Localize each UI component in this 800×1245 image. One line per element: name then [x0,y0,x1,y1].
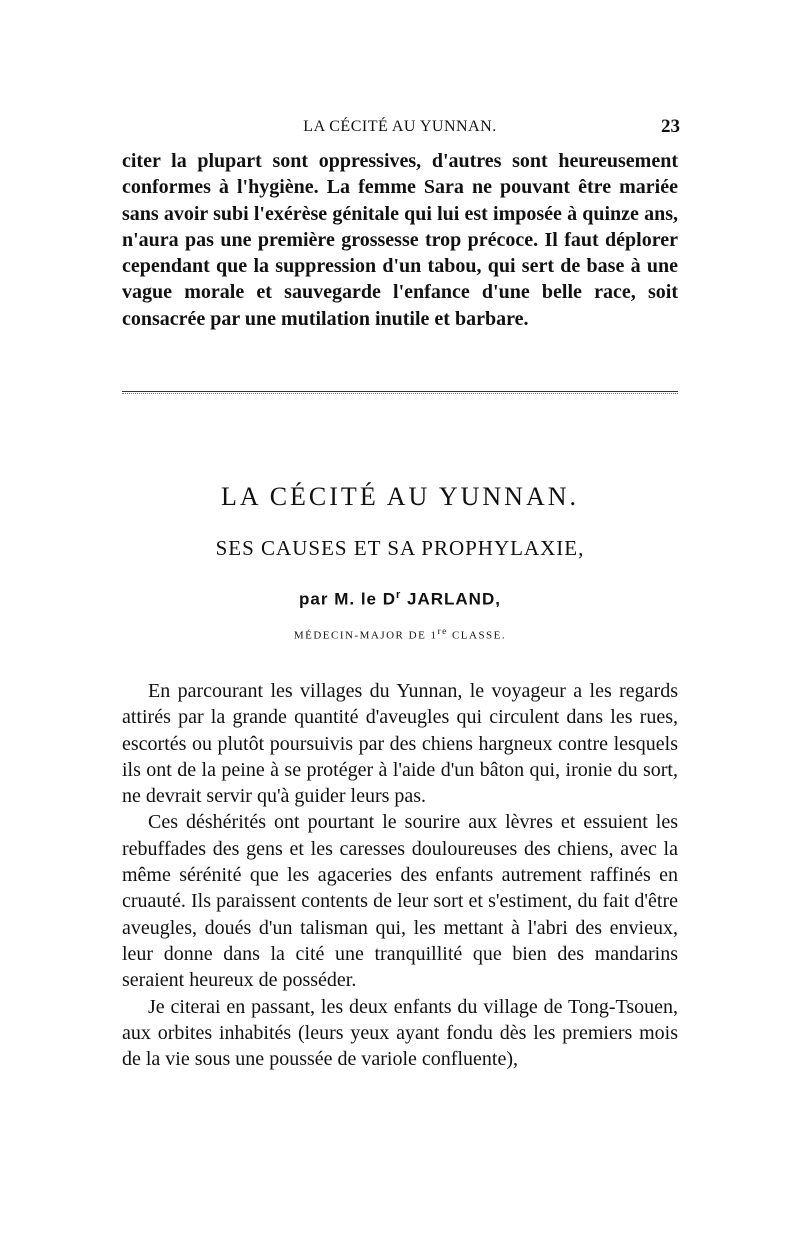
running-header [120,118,680,142]
rank-sup: re [437,626,448,636]
author-byline [0,589,800,610]
article-title: LA CÉCITÉ AU YUNNAN. [220,482,580,511]
article-body [122,678,678,1072]
author-name: JARLAND, [407,589,501,609]
author-prefix: par M. le D [299,589,396,609]
article-subtitle: SES CAUSES ET SA PROPHYLAXIE, [215,536,585,560]
body-paragraph-2: Ces déshérités ont pourtant le sourire aux lèvres et essuient les rebuffades des gens et les caresses douloureuses des chiens, avec la même sérénité que les agaceries des enfants autrement raffinés en cruauté. Ils paraissent contents de leur sort et s'estiment, du fait d'être aveugles, doués d'un talisman qui, les mettant à l'abri des envieux, leur donne dans la cité une tranquillité que bien des mandarins seraient heureux de posséder. [122,811,678,992]
author-rank [0,626,800,642]
rank-prefix: MÉDECIN-MAJOR DE 1 [293,629,438,642]
body-paragraph-1: En parcourant les villages du Yunnan, le voyageur a les regards attirés par la grande quantité d'aveugles qui circulent dans les rues, escortés ou plutôt poursuivis par des chiens hargneux contre lesquels ils ont de la peine à se protéger à l'aide d'un bâton qui, ironie du sort, ne devrait servir qu'à guider leurs pas. [122,680,678,808]
previous-article-text [122,148,678,332]
previous-article-paragraph: citer la plupart sont oppressives, d'autres sont heureusement conformes à l'hygiène. La femme Sara ne pouvant être mariée sans avoir subi l'exérèse génitale qui lui est imposée à quinze ans, n'aura pas une première grossesse trop précoce. Il faut déplorer cependant que la suppression d'un tabou, qui sert de base à une vague morale et sauvegarde l'enfance d'une belle race, soit consacrée par une mutilation inutile et barbare. [122,150,678,330]
section-divider-secondary [122,393,678,394]
section-divider [122,391,678,392]
rank-suffix: CLASSE. [451,629,507,642]
body-paragraph-3: Je citerai en passant, les deux enfants du village de Tong-Tsouen, aux orbites inhabités (leurs yeux ayant fondu dès les premiers mois de la vie sous une poussée de variole confluente), [122,995,678,1071]
running-title: LA CÉCITÉ AU YUNNAN. [303,118,497,135]
author-title-sup: r [396,589,402,601]
page-number: 23 [661,116,680,137]
